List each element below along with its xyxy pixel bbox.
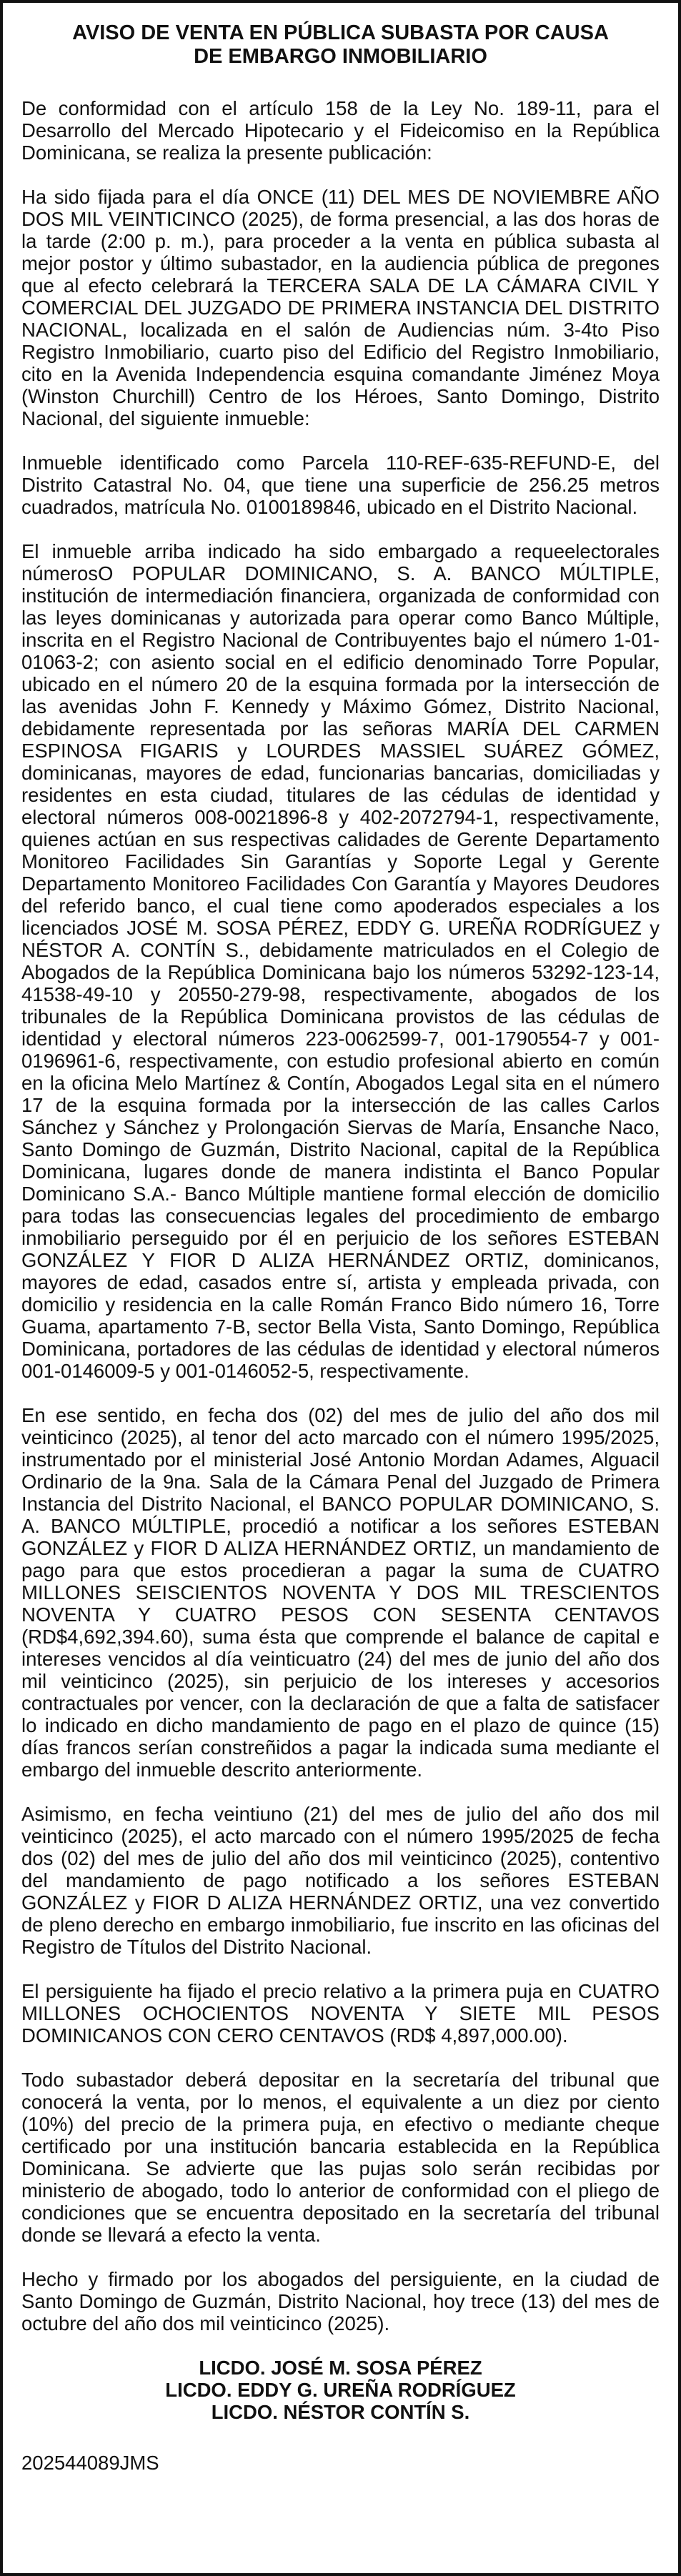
paragraph-auction-date: Ha sido fijada para el día ONCE (11) DEL MES DE NOVIEMBRE AÑO DOS MIL VEINTICINCO (2025), de forma presencial, a las dos horas de la tarde (2:00 p. m.), para proceder a la venta en pública subasta al mejor postor y último subastador, en la audiencia pública de pregones que al efecto celebrará la TERCERA SALA DE LA CÁMARA CIVIL Y COMERCIAL DEL JUZGADO DE PRIMERA INSTANCIA DEL DISTRITO NACIONAL, localizada en el salón de Audiencias núm. 3-4to Piso Registro Inmobiliario, cuarto piso del Edificio del Registro Inmobiliario, cito en la Avenida Independencia esquina comandante Jiménez Moya (Winston Churchill) Centro de los Héroes, Santo Domingo, Distrito Nacional, del siguiente inmueble: (21, 186, 660, 429)
paragraph-creditor: El inmueble arriba indicado ha sido embargado a requeelectorales númerosO POPULAR DOMINICANO, S. A. BANCO MÚLTIPLE, institución de intermediación financiera, organizada de conformidad con las leyes dominicanas y autorizada para operar como Banco Múltiple, inscrita en el Registro Nacional de Contribuyentes bajo el número 1-01-01063-2; con asiento social en el edificio denominado Torre Popular, ubicado en el número 20 de la esquina formada por la intersección de las avenidas John F. Kennedy y Máximo Gómez, Distrito Nacional, debidamente representada por las señoras MARÍA DEL CARMEN ESPINOSA FIGARIS y LOURDES MASSIEL SUÁREZ GÓMEZ, dominicanas, mayores de edad, funcionarias bancarias, domiciliadas y residentes en esta ciudad, titulares de las cédulas de identidad y electoral números 008-0021896-8 y 402-2072794-1, respectivamente, quienes actúan en sus respectivas calidades de Gerente Departamento Monitoreo Facilidades Sin Garantías y Soporte Legal y Gerente Departamento Monitoreo Facilidades Con Garantía y Mayores Deudores del referido banco, el cual tiene como apoderados especiales a los licenciados JOSÉ M. SOSA PÉREZ, EDDY G. UREÑA RODRÍGUEZ y NÉSTOR A. CONTÍN S., debidamente matriculados en el Colegio de Abogados de la República Dominicana bajo los números 53292-123-14, 41538-49-10 y 20550-279-98, respectivamente, abogados de los tribunales de la República Dominicana provistos de las cédulas de identidad y electoral números 223-0062599-7, 001-1790554-7 y 001-0196961-6, respectivamente, con estudio profesional abierto en común en la oficina Melo Martínez & Contín, Abogados Legal sita en el número 17 de la esquina formada por la intersección de las calles Carlos Sánchez y Sánchez y Prolongación Siervas de María, Ensanche Naco, Santo Domingo de Guzmán, Distrito Nacional, capital de la República Dominicana, lugares donde de manera indistinta el Banco Popular Dominicano S.A.- Banco Múltiple mantiene formal elección de domicilio para todas las consecuencias legales del procedimiento de embargo inmobiliario perseguido por él en perjuicio de los señores ESTEBAN GONZÁLEZ Y FIOR D ALIZA HERNÁNDEZ ORTIZ, dominicanos, mayores de edad, casados entre sí, artista y empleada privada, con domicilio y residencia en la calle Román Franco Bido número 16, Torre Guama, apartamento 7-B, sector Bella Vista, Santo Domingo, República Dominicana, portadores de las cédulas de identidad y electoral números 001-0146009-5 y 001-0146052-5, respectivamente. (21, 540, 660, 1382)
reference-code: 202544089JMS (21, 2452, 159, 2474)
paragraph-signed-date: Hecho y firmado por los abogados del persiguiente, en la ciudad de Santo Domingo de Guzmán, Distrito Nacional, hoy trece (13) del mes de octubre del año dos mil veinticinco (2025). (21, 2268, 660, 2334)
paragraph-legal-basis: De conformidad con el artículo 158 de la Ley No. 189-11, para el Desarrollo del Mercado Hipotecario y el Fideicomiso en la República Dominicana, se realiza la presente publicación: (21, 97, 660, 164)
paragraph-registration: Asimismo, en fecha veintiuno (21) del mes de julio del año dos mil veinticinco (2025), el acto marcado con el número 1995/2025 de fecha dos (02) del mes de julio del año dos mil veinticinco (2025), contentivo del mandamiento de pago notificado a los señores ESTEBAN GONZÁLEZ y FIOR D ALIZA HERNÁNDEZ ORTIZ, una vez convertido de pleno derecho en embargo inmobiliario, fue inscrito en las oficinas del Registro de Títulos del Distrito Nacional. (21, 1803, 660, 1958)
paragraph-deposit-terms: Todo subastador deberá depositar en la secretaría del tribunal que conocerá la venta, por lo menos, el equivalente a un diez por ciento (10%) del precio de la primera puja, en efectivo o mediante cheque certificado por una institución bancaria establecida en la República Dominicana. Se advierte que las pujas solo serán recibidas por ministerio de abogado, todo lo anterior de conformidad con el pliego de condiciones que se encuentra depositado en la secretaría del tribunal donde se llevará a efecto la venta. (21, 2069, 660, 2246)
signature-lawyer-2: LICDO. EDDY G. UREÑA RODRÍGUEZ (165, 2379, 516, 2401)
notice-title-line-1: AVISO DE VENTA EN PÚBLICA SUBASTA POR CAUSA (72, 21, 609, 44)
paragraph-first-bid-price: El persiguiente ha fijado el precio relativo a la primera puja en CUATRO MILLONES OCHOCIENTOS NOVENTA Y SIETE MIL PESOS DOMINICANOS CON CERO CENTAVOS (RD$ 4,897,000.00). (21, 1980, 660, 2047)
paragraph-property: Inmueble identificado como Parcela 110-REF-635-REFUND-E, del Distrito Catastral No. 04, que tiene una superficie de 256.25 metros cuadrados, matrícula No. 0100189846, ubicado en el Distrito Nacional. (21, 452, 660, 518)
signature-block (21, 2357, 660, 2423)
notice-title-line-2: DE EMBARGO INMOBILIARIO (194, 45, 487, 68)
notice-title (21, 21, 660, 69)
paragraph-payment-order: En ese sentido, en fecha dos (02) del mes de julio del año dos mil veinticinco (2025), al tenor del acto marcado con el número 1995/2025, instrumentado por el ministerial José Antonio Mordan Adames, Alguacil Ordinario de la 9na. Sala de la Cámara Penal del Juzgado de Primera Instancia del Distrito Nacional, el BANCO POPULAR DOMINICANO, S. A. BANCO MÚLTIPLE, procedió a notificar a los señores ESTEBAN GONZÁLEZ y FIOR D ALIZA HERNÁNDEZ ORTIZ, un mandamiento de pago para que estos procedieran a pagar la suma de CUATRO MILLONES SEISCIENTOS NOVENTA Y DOS MIL TRESCIENTOS NOVENTA Y CUATRO PESOS CON SESENTA CENTAVOS (RD$4,692,394.60), suma ésta que comprende el balance de capital e intereses vencidos al día veinticuatro (24) del mes de junio del año dos mil veinticinco (2025), sin perjuicio de los intereses y accesorios contractuales por vencer, con la declaración de que a falta de satisfacer lo indicado en dicho mandamiento de pago en el plazo de quince (15) días francos serían constreñidos a pagar la indicada suma mediante el embargo del inmueble descrito anteriormente. (21, 1404, 660, 1781)
signature-lawyer-3: LICDO. NÉSTOR CONTÍN S. (211, 2401, 470, 2423)
signature-lawyer-1: LICDO. JOSÉ M. SOSA PÉREZ (199, 2357, 482, 2379)
